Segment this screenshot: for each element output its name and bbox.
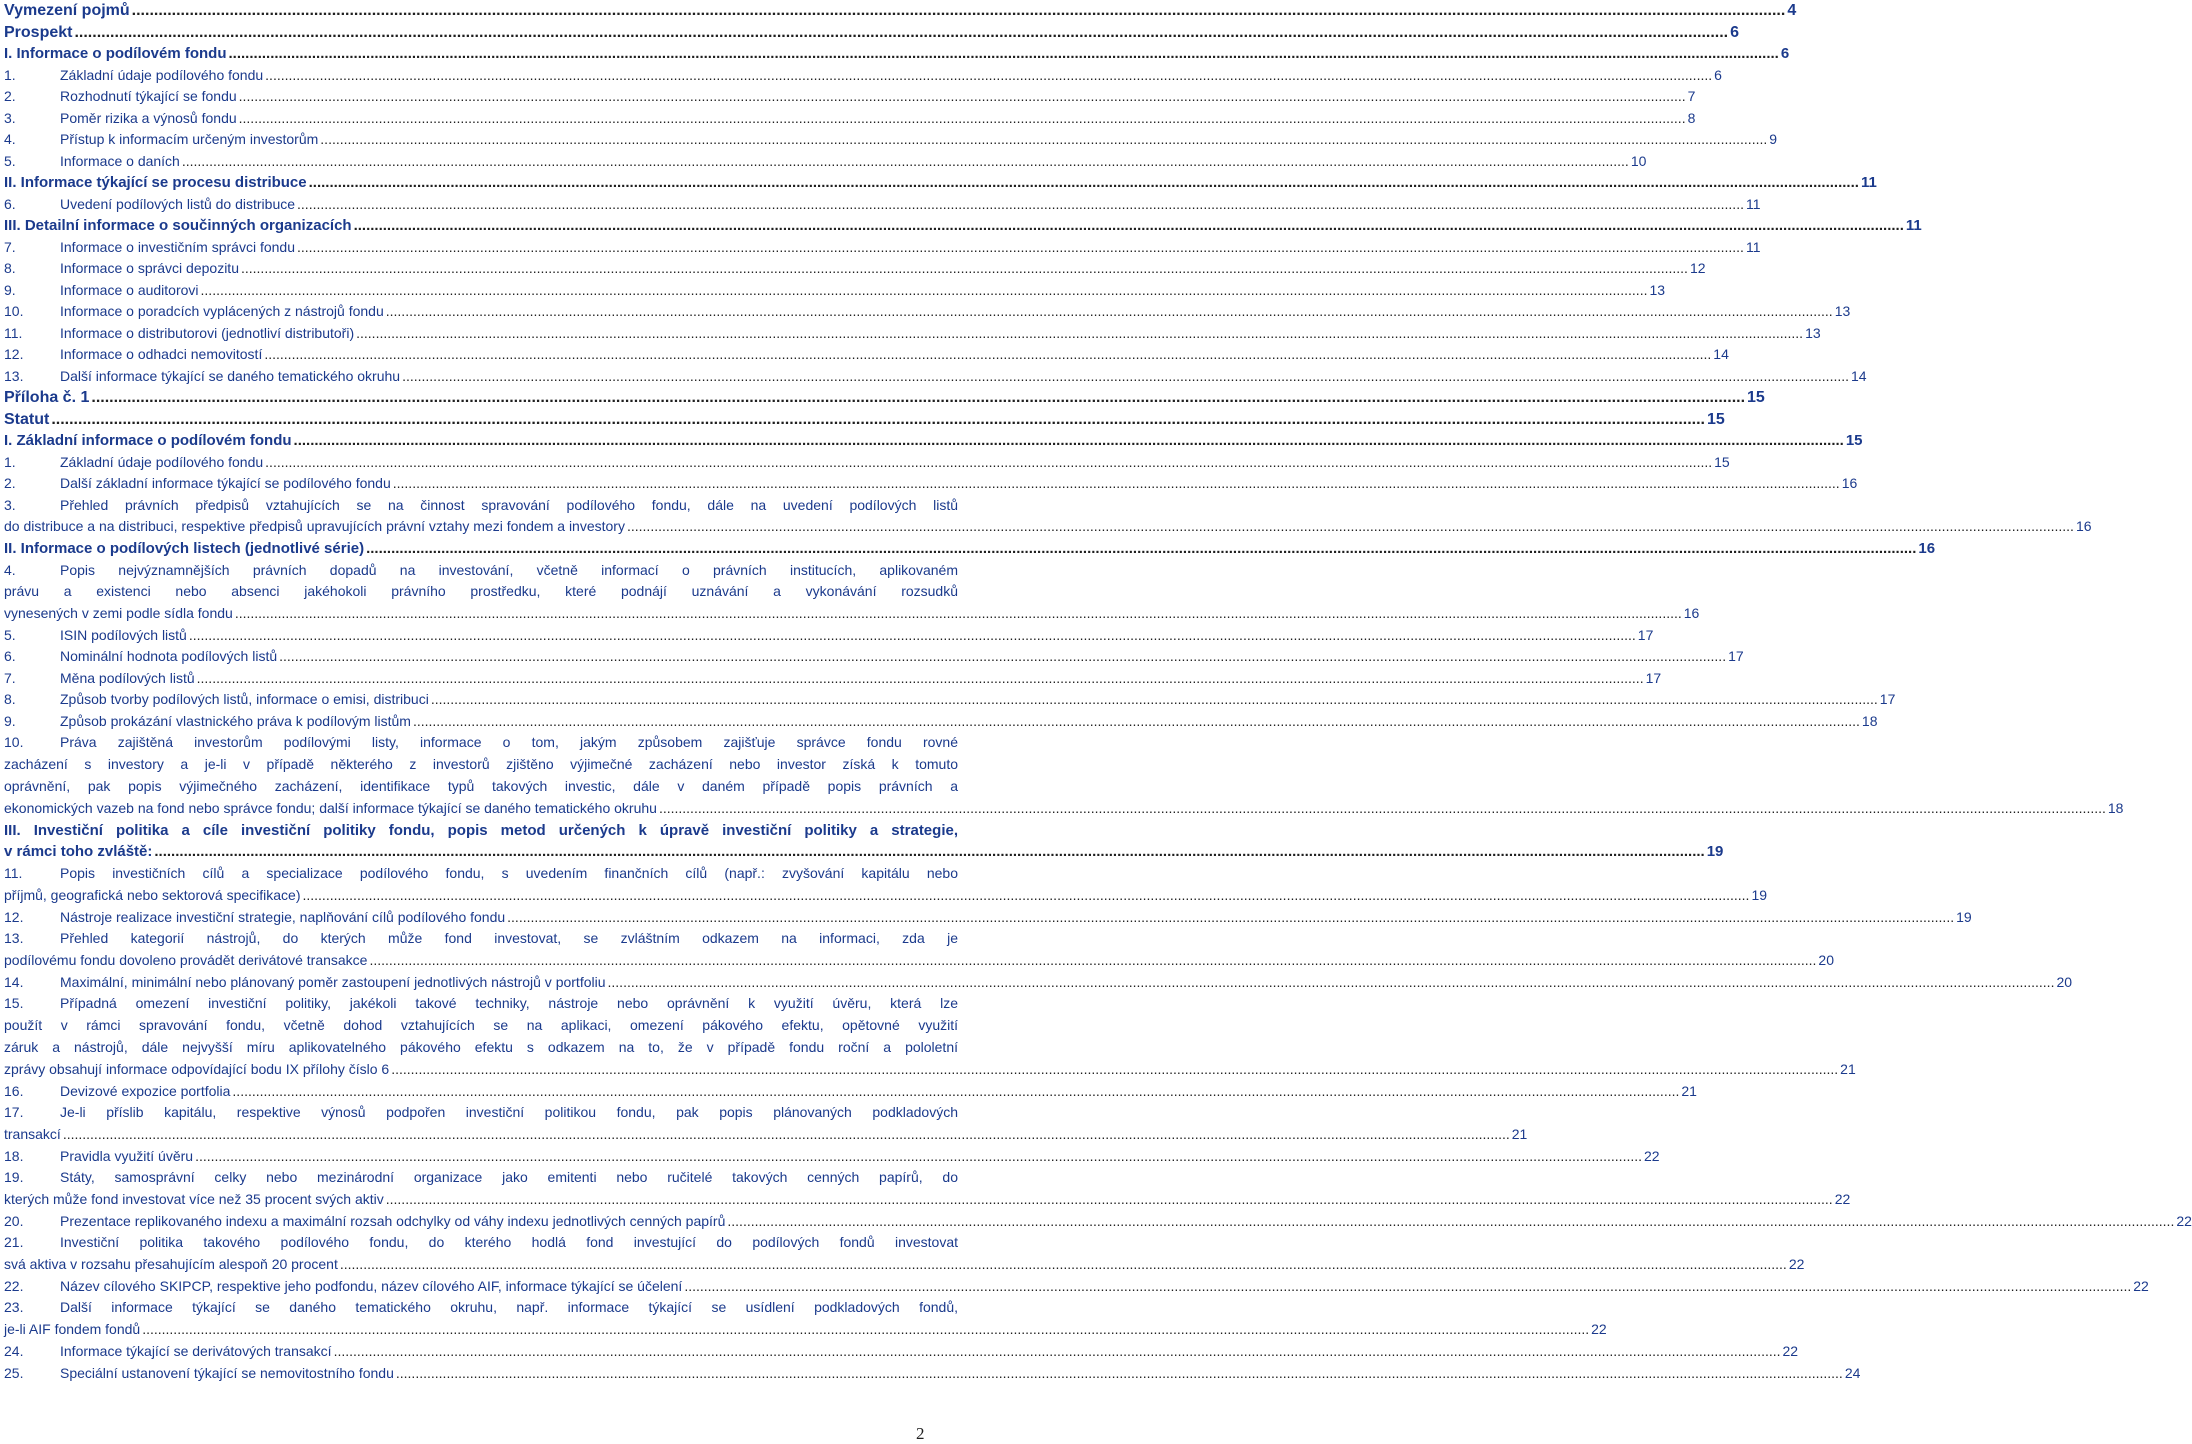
toc-entry-title: Nominální hodnota podílových listů — [60, 648, 278, 665]
dot-leader — [239, 108, 1686, 130]
toc-entry-number: 12. — [4, 346, 24, 362]
toc-entry-number: 22. — [4, 1277, 24, 1294]
toc-entry[interactable] — [4, 409, 1725, 431]
toc-entry[interactable] — [4, 129, 1778, 151]
toc-entry-title: vynesených v zemi podle sídla fondu — [4, 605, 233, 622]
toc-entry-page: 19 — [1751, 887, 1768, 904]
toc-entry-title: Popis nejvýznamnějších právních dopadů na investování, včetně informací o právních institucích, aplikovaném — [60, 561, 958, 578]
toc-entry-number: 19. — [4, 1169, 24, 1186]
dot-leader — [659, 798, 2106, 820]
toc-entry[interactable] — [4, 1102, 1528, 1146]
toc-entry-title: použít v rámci spravování fondu, včetně dohod vztahujících se na aplikaci, omezení pákového efektu, opětovné využití — [4, 1017, 958, 1034]
toc-entry-line — [4, 1102, 958, 1124]
toc-entry-title: Prospekt — [4, 23, 73, 41]
toc-entry-title: Případná omezení investiční politiky, jakékoli takové techniky, nástroje nebo oprávnění k využití úvěru, která lze — [60, 995, 958, 1012]
toc-entry[interactable] — [4, 560, 1700, 625]
toc-entry[interactable] — [4, 689, 1896, 711]
toc-entry-line — [4, 1189, 1851, 1211]
toc-entry-number: 23. — [4, 1299, 24, 1316]
toc-entry-page: 20 — [1818, 952, 1834, 969]
dot-leader — [297, 194, 1744, 216]
dot-leader — [413, 711, 1860, 733]
toc-entry[interactable] — [4, 668, 1662, 690]
toc-entry-title: Devizové expozice portfolia — [60, 1082, 231, 1099]
toc-entry-page: 16 — [1683, 605, 1700, 622]
toc-entry[interactable] — [4, 1363, 1861, 1385]
toc-entry-title: Název cílového SKIPCP, respektive jeho podfondu, název cílového AIF, informace týkající se účelení — [60, 1277, 683, 1294]
toc-entry-title: Rozhodnutí týkající se fondu — [60, 88, 237, 104]
toc-entry-title: Další informace týkající se daného tematického okruhu — [60, 367, 401, 384]
dot-leader — [232, 1081, 1679, 1103]
toc-entry-number: 2. — [4, 88, 16, 104]
toc-entry-line — [4, 993, 958, 1015]
toc-entry-page: 18 — [2107, 799, 2124, 816]
toc-entry-number: 8. — [4, 691, 16, 708]
toc-entry[interactable] — [4, 1341, 1799, 1363]
toc-entry-title: Přehled právních předpisů vztahujících se na činnost spravování podílového fondu, dále na uvedení podílových listů — [60, 496, 958, 513]
toc-entry-number: 4. — [4, 131, 16, 147]
toc-entry-page: 22 — [1788, 1256, 1805, 1273]
dot-leader — [63, 1124, 1510, 1146]
toc-entry-number: 9. — [4, 281, 16, 298]
toc-entry[interactable] — [4, 452, 1730, 474]
toc-entry-title: Maximální, minimální nebo plánovaný poměr zastoupení jednotlivých nástrojů v portfoliu — [60, 973, 606, 990]
toc-entry-page: 14 — [1851, 367, 1867, 384]
toc-entry-line — [4, 798, 2124, 820]
toc-entry[interactable] — [4, 972, 2073, 994]
dot-leader — [201, 280, 1648, 302]
toc-entry-title: Uvedení podílových listů do distribuce — [60, 195, 296, 212]
toc-entry-title: Informace o daních — [60, 152, 180, 169]
toc-entry-page: 4 — [1787, 2, 1797, 19]
toc-entry-page: 16 — [1841, 475, 1858, 491]
toc-entry-title: ISIN podílových listů — [60, 626, 187, 643]
toc-entry-title: Informace o odhadci nemovitostí — [60, 346, 263, 362]
toc-entry-title: Investiční politika takového podílového fondu, do kterého hodlá fond investující do podílových fondů investovat — [60, 1234, 958, 1251]
dot-leader — [320, 129, 1767, 151]
toc-entry-number: 16. — [4, 1082, 24, 1099]
toc-entry-title: Nástroje realizace investiční strategie, naplňování cílů podílového fondu — [60, 908, 506, 925]
toc-entry-line — [4, 863, 958, 885]
toc-entry-page: 15 — [1706, 410, 1725, 428]
dot-leader — [391, 1059, 1838, 1081]
toc-entry[interactable] — [4, 625, 1654, 647]
toc-entry[interactable] — [4, 993, 1856, 1080]
toc-entry-title: Popis investičních cílů a specializace podílového fondu, s uvedením finančních cílů (např.: zvyšování kapitálu nebo — [60, 865, 958, 882]
dot-leader — [241, 258, 1688, 280]
toc-entry[interactable] — [4, 0, 1797, 22]
toc-entry-title: ekonomických vazeb na fond nebo správce fondu; další informace týkající se daného tematického okruhu — [4, 799, 657, 816]
toc-entry-page: 17 — [1879, 691, 1896, 708]
toc-entry-line — [4, 495, 958, 517]
toc-entry-line — [4, 1319, 1607, 1341]
toc-entry-page: 17 — [1728, 648, 1744, 665]
toc-entry-page: 8 — [1687, 109, 1696, 126]
toc-entry-title: zprávy obsahují informace odpovídající bodu IX přílohy číslo 6 — [4, 1060, 390, 1077]
toc-entry-number: 17. — [4, 1104, 24, 1121]
dot-leader — [279, 646, 1726, 668]
dot-leader — [302, 885, 1749, 907]
toc-entry-line — [4, 1167, 958, 1189]
toc-entry[interactable] — [4, 430, 1863, 452]
toc-entry-title: I. Základní informace o podílovém fondu — [4, 432, 292, 449]
toc-entry-title: Informace o poradcích vyplácených z nástrojů fondu — [60, 303, 384, 319]
toc-entry-number: 3. — [4, 109, 16, 126]
toc-entry-number: 25. — [4, 1364, 24, 1381]
toc-entry[interactable] — [4, 65, 1722, 87]
toc-entry-title: transakcí — [4, 1125, 61, 1142]
toc-entry-title: Způsob tvorby podílových listů, informace o emisi, distribuci — [60, 691, 429, 708]
toc-entry-number: 1. — [4, 453, 16, 470]
toc-entry-title: Poměr rizika a výnosů fondu — [60, 109, 237, 126]
toc-entry[interactable] — [4, 820, 1724, 864]
toc-entry-page: 18 — [1861, 712, 1878, 729]
toc-entry-title: III. Detailní informace o součinných organizacích — [4, 217, 352, 234]
toc-entry-number: 5. — [4, 626, 16, 643]
toc-entry[interactable] — [4, 151, 1647, 173]
toc-entry[interactable] — [4, 172, 1877, 194]
toc-entry-title: kterých může fond investovat více než 35 procent svých aktiv — [4, 1191, 384, 1208]
toc-entry-page: 6 — [1714, 66, 1722, 83]
toc-entry-line — [4, 1124, 1528, 1146]
dot-leader — [340, 1254, 1787, 1276]
toc-entry-title: svá aktiva v rozsahu přesahujícím alespoň 20 procent — [4, 1256, 338, 1273]
toc-entry-title: Je-li příslib kapitálu, respektive výnosů podpořen investiční politikou fondu, pak popis plánovaných podkladových — [60, 1104, 958, 1121]
toc-entry-page: 24 — [1844, 1364, 1861, 1381]
toc-entry-title: v rámci toho zvláště: — [4, 843, 153, 861]
toc-entry[interactable] — [4, 108, 1696, 130]
toc-entry[interactable] — [4, 344, 1729, 366]
toc-entry-title: I. Informace o podílovém fondu — [4, 45, 227, 62]
toc-entry-page: 22 — [1644, 1147, 1660, 1164]
toc-entry-number: 1. — [4, 66, 16, 83]
dot-leader — [356, 323, 1803, 345]
toc-entry[interactable] — [4, 907, 1972, 929]
toc-entry-page: 17 — [1645, 669, 1662, 686]
toc-entry-page: 7 — [1687, 88, 1696, 104]
toc-entry-title: II. Informace týkající se procesu distribuce — [4, 174, 307, 191]
toc-entry-page: 15 — [1845, 432, 1863, 449]
toc-entry-line — [4, 1232, 958, 1254]
toc-entry-page: 13 — [1805, 324, 1821, 341]
toc-entry-number: 8. — [4, 260, 16, 276]
dot-leader — [142, 1319, 1589, 1341]
toc-entry[interactable] — [4, 1276, 2149, 1298]
toc-entry-page: 6 — [1730, 23, 1740, 41]
toc-entry-title: Další základní informace týkající se podílového fondu — [60, 475, 391, 491]
toc-entry[interactable] — [4, 194, 1761, 216]
toc-entry-title: zacházení s investory a je-li v případě některého z investorů zjištěno výjimečné zacházení nebo investor získá k tomuto — [4, 756, 958, 773]
toc-entry-page: 9 — [1769, 131, 1778, 147]
toc-entry[interactable] — [4, 928, 1834, 972]
toc-entry-number: 20. — [4, 1212, 24, 1229]
toc-entry-line — [4, 603, 1700, 625]
toc-entry-page: 22 — [2176, 1212, 2192, 1229]
dot-leader — [91, 387, 1745, 409]
toc-entry-page: 22 — [1591, 1321, 1607, 1338]
toc-entry[interactable] — [4, 1297, 1607, 1341]
toc-entry-page: 21 — [1681, 1082, 1697, 1099]
toc-entry[interactable] — [4, 323, 1821, 345]
toc-entry[interactable] — [4, 1146, 1660, 1168]
dot-leader — [265, 452, 1712, 474]
toc-entry-page: 19 — [1706, 843, 1724, 861]
toc-entry-title: záruk a nástrojů, dále nejvyšší míru aplikovatelného pákového efektu s odkazem na to, že v případě fondu roční a pololetní — [4, 1039, 958, 1056]
toc-entry[interactable] — [4, 1211, 2192, 1233]
toc-entry-title: III. Investiční politika a cíle investiční politiky fondu, popis metod určených k úpravě investiční politiky a strategie, — [4, 821, 958, 839]
toc-entry-number: 14. — [4, 973, 24, 990]
toc-entry-line — [4, 885, 1768, 907]
toc-entry-title: Vymezení pojmů — [4, 2, 130, 19]
toc-entry[interactable] — [4, 732, 2124, 819]
toc-entry-page: 6 — [1780, 45, 1790, 62]
toc-entry-line — [4, 928, 958, 950]
toc-entry[interactable] — [4, 280, 1666, 302]
toc-entry-number: 6. — [4, 648, 16, 665]
dot-leader — [264, 344, 1711, 366]
toc-entry-page: 17 — [1637, 626, 1654, 643]
toc-entry-page: 15 — [1714, 453, 1730, 470]
toc-entry-number: 10. — [4, 303, 24, 319]
toc-entry-page: 11 — [1860, 174, 1877, 191]
toc-entry-title: Práva zajištěná investorům podílovými listy, informace o tom, jakým způsobem zajišťuje správce fondu rovné — [60, 734, 958, 751]
toc-entry-title: Přístup k informacím určeným investorům — [60, 131, 319, 147]
toc-entry-page: 11 — [1745, 195, 1761, 212]
toc-entry-title: Pravidla využití úvěru — [60, 1147, 194, 1164]
toc-entry-title: Přehled kategorií nástrojů, do kterých může fond investovat, se zvláštním odkazem na informaci, zda je — [60, 930, 958, 947]
dot-leader — [366, 538, 1916, 560]
toc-entry-page: 16 — [2075, 518, 2092, 535]
dot-leader — [294, 430, 1844, 452]
toc-entry-title: Prezentace replikovaného indexu a maximální rozsah odchylky od váhy indexu jednotlivých cenných papírů — [60, 1212, 726, 1229]
toc-entry-title: II. Informace o podílových listech (jednotlivé série) — [4, 540, 365, 558]
toc-entry-title: Speciální ustanovení týkající se nemovitostního fondu — [60, 1364, 394, 1381]
toc-entry-number: 5. — [4, 152, 16, 169]
toc-entry[interactable] — [4, 22, 1740, 44]
dot-leader — [627, 516, 2074, 538]
dot-leader — [393, 473, 1840, 495]
toc-entry-page: 22 — [2133, 1277, 2149, 1294]
dot-leader — [309, 172, 1859, 194]
toc-entry-page: 10 — [1630, 152, 1647, 169]
toc-entry-title: podílovému fondu dovoleno provádět derivátové transakce — [4, 952, 368, 969]
toc-entry-title: oprávnění, pak popis výjimečného zacházení, identifikace typů takových investic, dále v daném případě popis právních a — [4, 778, 958, 795]
dot-leader — [684, 1276, 2131, 1298]
toc-entry-page: 15 — [1747, 389, 1765, 406]
toc-entry-page: 12 — [1689, 260, 1706, 276]
toc-entry-title: právu a existenci nebo absenci jakéhokoli právního prostředku, které podnájí uznávání a vykonávání rozsudků — [4, 583, 958, 600]
toc-entry-line — [4, 1297, 958, 1319]
toc-entry-number: 13. — [4, 367, 24, 384]
toc-entry-title: Základní údaje podílového fondu — [60, 453, 264, 470]
dot-leader — [265, 65, 1712, 87]
toc-entry-line — [4, 950, 1834, 972]
toc-entry-title: Informace týkající se derivátových transakcí — [60, 1343, 332, 1360]
dot-leader — [431, 689, 1878, 711]
toc-entry-number: 15. — [4, 995, 24, 1012]
dot-leader — [369, 950, 1816, 972]
toc-entry-page: 14 — [1713, 346, 1729, 362]
toc-entry[interactable] — [4, 1232, 1805, 1276]
toc-entry-number: 4. — [4, 561, 16, 578]
toc-entry[interactable] — [4, 473, 1858, 495]
toc-entry-title: Informace o investičním správci fondu — [60, 238, 295, 255]
dot-leader — [354, 215, 1904, 237]
toc-entry-number: 10. — [4, 734, 24, 751]
toc-entry[interactable] — [4, 215, 1922, 237]
dot-leader — [197, 668, 1644, 690]
dot-leader — [507, 907, 1954, 929]
toc-entry-number: 9. — [4, 712, 16, 729]
toc-entry[interactable] — [4, 1167, 1851, 1211]
dot-leader — [239, 86, 1686, 108]
toc-entry-line — [4, 516, 2092, 538]
dot-leader — [396, 1363, 1843, 1385]
dot-leader — [132, 0, 1786, 22]
toc-entry-title: Informace o distributorovi (jednotliví distributoři) — [60, 324, 355, 341]
toc-entry[interactable] — [4, 43, 1790, 65]
toc-entry[interactable] — [4, 646, 1744, 668]
page-number: 2 — [916, 1424, 925, 1443]
dot-leader — [727, 1211, 2174, 1233]
toc-entry-page: 16 — [1918, 540, 1936, 558]
toc-entry[interactable] — [4, 366, 1867, 388]
table-of-contents — [4, 0, 2192, 1384]
toc-entry-title: Státy, samosprávní celky nebo mezinárodní organizace jako emitenti nebo ručitelé takových cenných papírů, do — [60, 1169, 958, 1186]
dot-leader — [402, 366, 1849, 388]
toc-entry-title: Příloha č. 1 — [4, 389, 90, 406]
toc-entry-line — [4, 1059, 1856, 1081]
dot-leader — [189, 625, 1636, 647]
toc-entry-title: Základní údaje podílového fondu — [60, 66, 264, 83]
toc-entry[interactable] — [4, 711, 1878, 733]
toc-entry-number: 21. — [4, 1234, 24, 1251]
toc-entry-page: 21 — [1840, 1060, 1856, 1077]
dot-leader — [154, 841, 1704, 863]
toc-entry-number: 24. — [4, 1343, 24, 1360]
toc-entry-number: 18. — [4, 1147, 24, 1164]
toc-entry-line — [4, 1254, 1805, 1276]
toc-entry-page: 19 — [1956, 908, 1972, 925]
dot-leader — [235, 603, 1682, 625]
toc-entry-page: 11 — [1905, 217, 1922, 234]
toc-entry-number: 11. — [4, 324, 23, 341]
toc-entry-number: 7. — [4, 669, 16, 686]
toc-entry[interactable] — [4, 1081, 1697, 1103]
toc-entry-title: Informace o auditorovi — [60, 281, 199, 298]
toc-entry-number: 2. — [4, 475, 16, 491]
toc-entry-number: 7. — [4, 238, 16, 255]
toc-entry-page: 11 — [1745, 238, 1761, 255]
toc-entry-line — [4, 841, 1724, 863]
dot-leader — [386, 301, 1833, 323]
toc-entry-title: Způsob prokázání vlastnického práva k podílovým listům — [60, 712, 411, 729]
toc-entry-page: 22 — [1834, 1191, 1851, 1208]
toc-entry-page: 21 — [1511, 1125, 1528, 1142]
toc-entry-title: Informace o správci depozitu — [60, 260, 239, 276]
toc-entry-number: 13. — [4, 930, 24, 947]
dot-leader — [182, 151, 1629, 173]
toc-entry-number: 11. — [4, 865, 23, 882]
toc-entry[interactable] — [4, 495, 2092, 539]
dot-leader — [334, 1341, 1781, 1363]
toc-entry-line — [4, 732, 958, 754]
dot-leader — [386, 1189, 1833, 1211]
toc-entry-number: 12. — [4, 908, 24, 925]
toc-entry[interactable] — [4, 863, 1768, 907]
dot-leader — [51, 409, 1705, 431]
toc-entry[interactable] — [4, 301, 1851, 323]
toc-entry-page: 20 — [2056, 973, 2073, 990]
dot-leader — [74, 22, 1728, 44]
toc-entry-title: Statut — [4, 410, 50, 428]
toc-entry[interactable] — [4, 538, 1936, 560]
toc-entry-title: je-li AIF fondem fondů — [4, 1321, 141, 1338]
toc-entry-page: 13 — [1649, 281, 1666, 298]
toc-entry-title: příjmů, geografická nebo sektorová specifikace) — [4, 887, 301, 904]
toc-entry-page: 13 — [1834, 303, 1851, 319]
toc-entry[interactable] — [4, 237, 1761, 259]
toc-entry-title: Měna podílových listů — [60, 669, 195, 686]
toc-entry[interactable] — [4, 387, 1765, 409]
dot-leader — [229, 43, 1779, 65]
dot-leader — [608, 972, 2055, 994]
toc-entry-title: Další informace týkající se daného tematického okruhu, např. informace týkající se usídlení podkladových fondů, — [60, 1299, 958, 1316]
toc-entry-line — [4, 560, 958, 582]
toc-entry[interactable] — [4, 86, 1696, 108]
dot-leader — [195, 1146, 1642, 1168]
toc-entry-number: 3. — [4, 496, 16, 513]
toc-entry-number: 6. — [4, 195, 16, 212]
toc-entry-title: do distribuce a na distribuci, respektive předpisů upravujících právní vztahy mezi fondem a investory — [4, 518, 625, 535]
toc-entry[interactable] — [4, 258, 1706, 280]
dot-leader — [297, 237, 1744, 259]
toc-entry-page: 22 — [1782, 1343, 1799, 1360]
